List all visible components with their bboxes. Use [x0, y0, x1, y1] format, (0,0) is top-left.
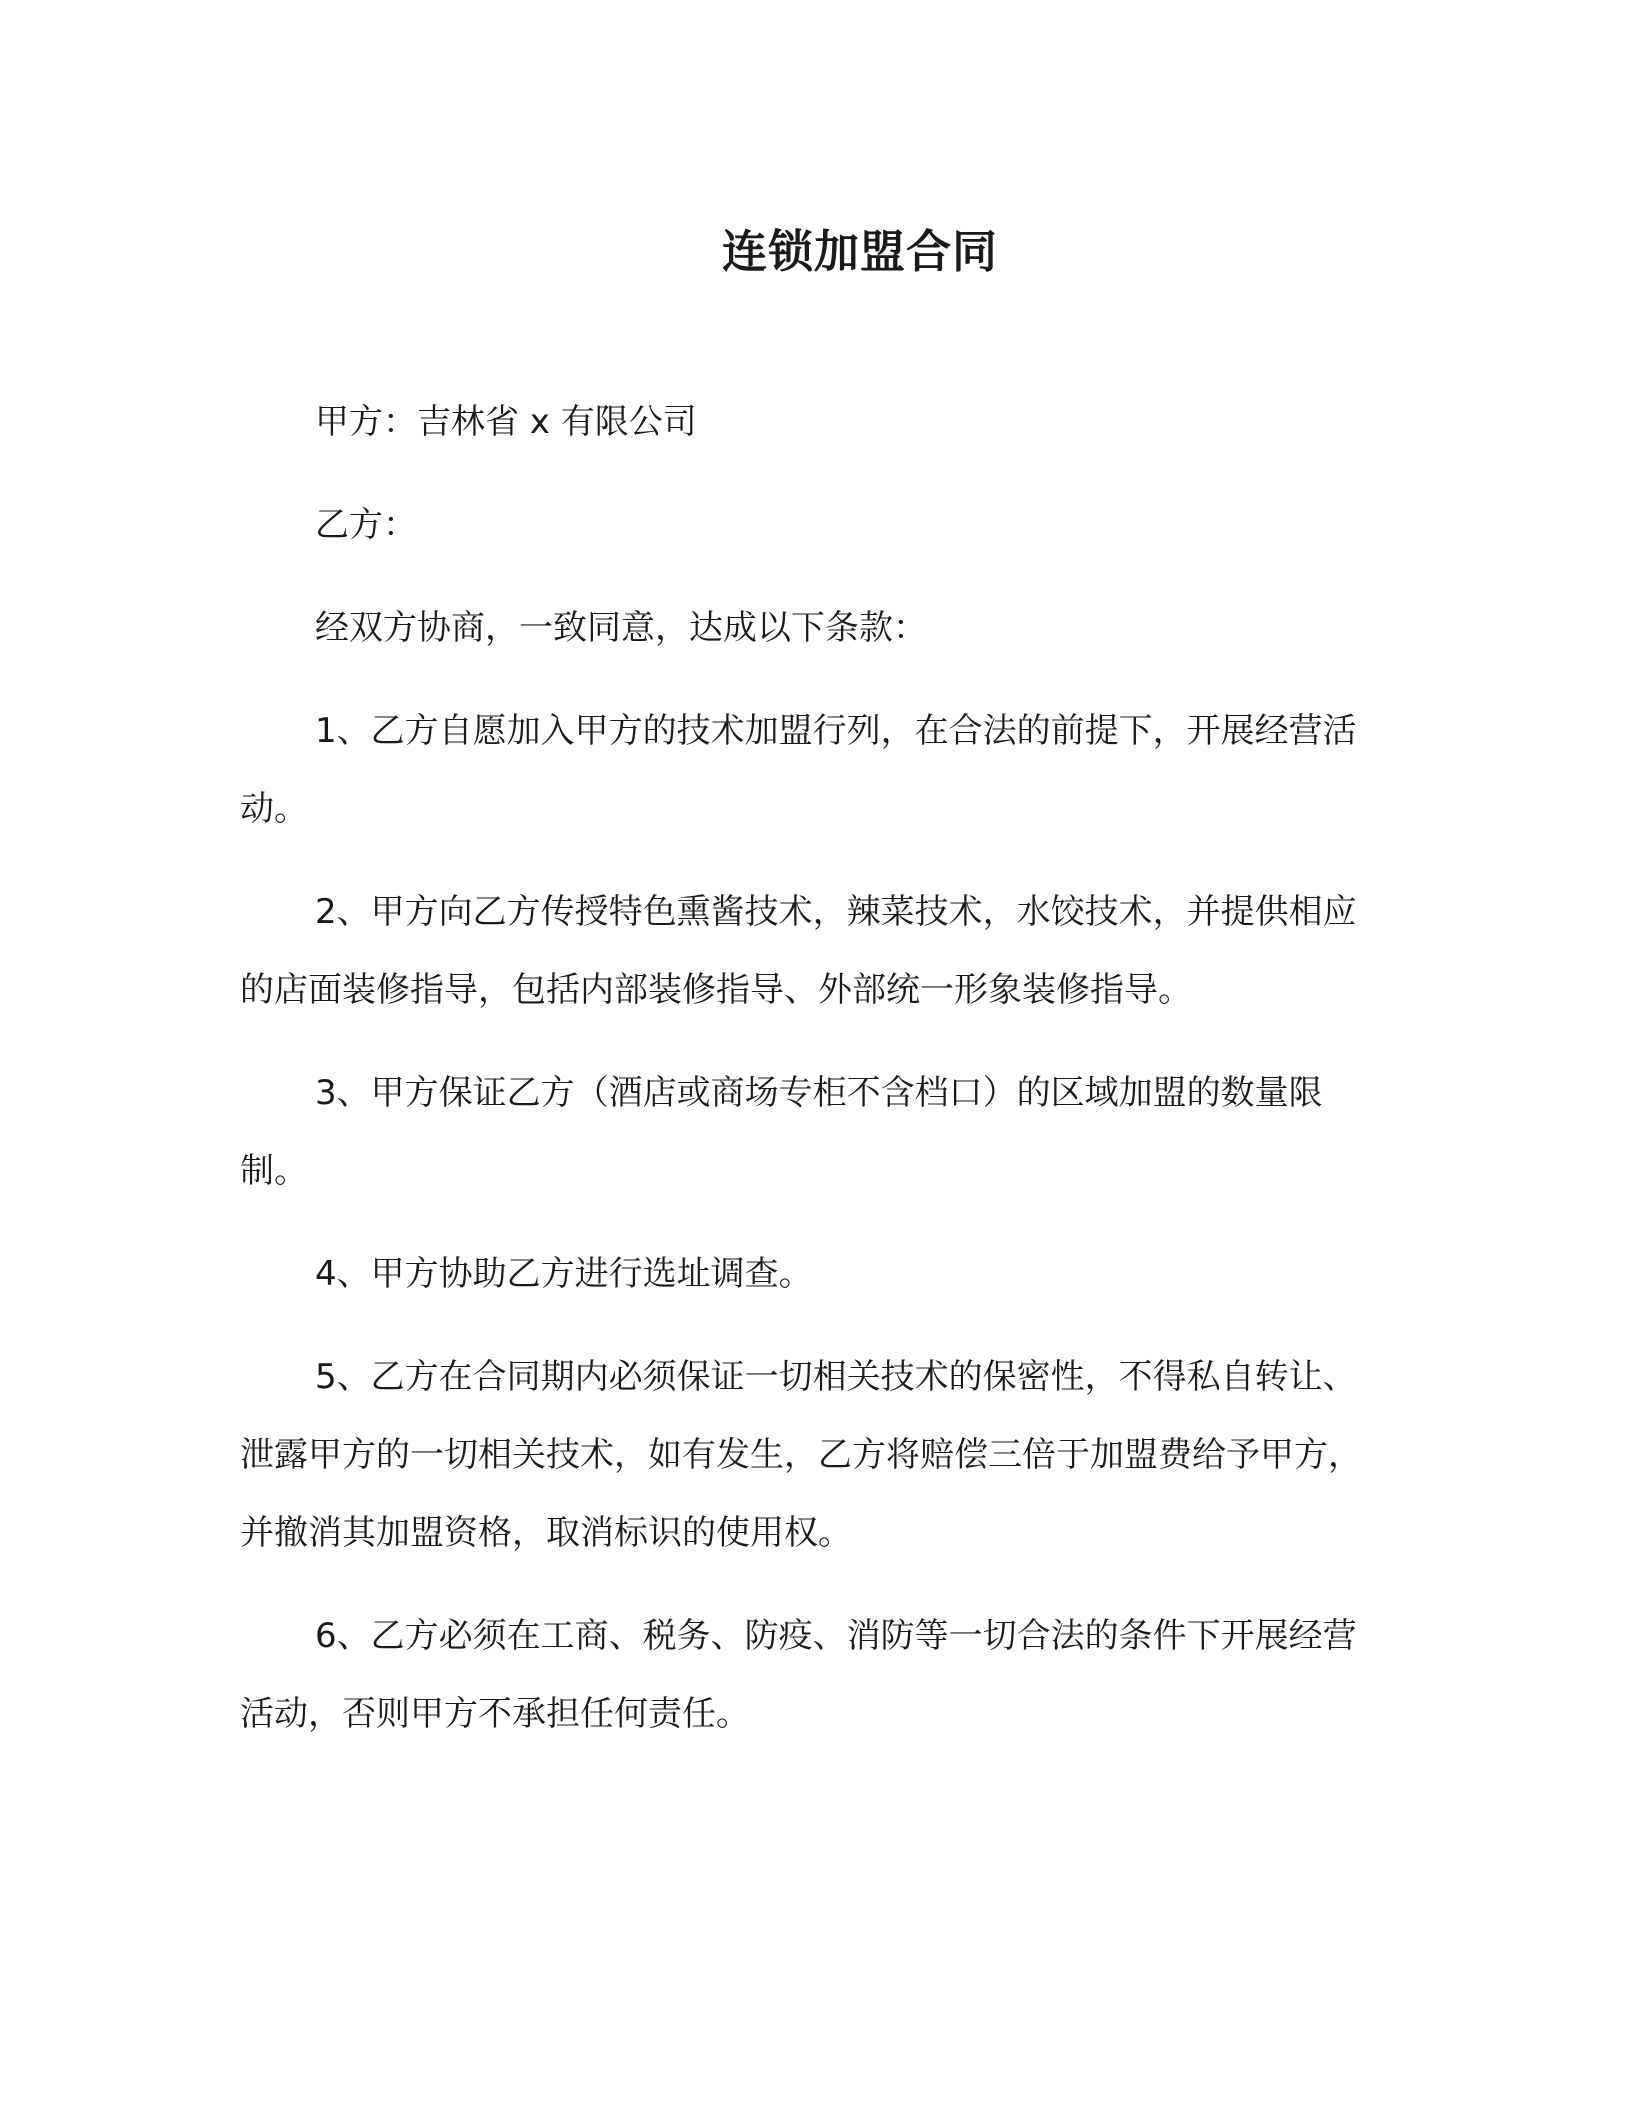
clause-3: 3、甲方保证乙方（酒店或商场专柜不含档口）的区域加盟的数量限制。: [240, 1073, 1323, 1191]
intro-line: 经双方协商，一致同意，达成以下条款：: [315, 608, 927, 648]
clause-5: 5、乙方在合同期内必须保证一切相关技术的保密性，不得私自转让、泄露甲方的一切相关技术，如有发生，乙方将赔偿三倍于加盟费给予甲方，并撤消其加盟资格，取消标识的使用权。: [240, 1357, 1362, 1553]
clause-6: 6、乙方必须在工商、税务、防疫、消防等一切合法的条件下开展经营活动，否则甲方不承担任何责任。: [240, 1616, 1357, 1734]
document-title: 连锁加盟合同: [721, 225, 998, 278]
party-a-line: 甲方：吉林省 x 有限公司: [315, 402, 697, 442]
clause-2: 2、甲方向乙方传授特色熏酱技术，辣菜技术，水饺技术，并提供相应的店面装修指导，包括内部装修指导、外部统一形象装修指导。: [240, 892, 1357, 1010]
party-b-line: 乙方：: [315, 505, 417, 545]
clause-4: 4、甲方协助乙方进行选址调查。: [315, 1254, 813, 1294]
clause-1: 1、乙方自愿加入甲方的技术加盟行列，在合法的前提下，开展经营活动。: [240, 711, 1357, 829]
